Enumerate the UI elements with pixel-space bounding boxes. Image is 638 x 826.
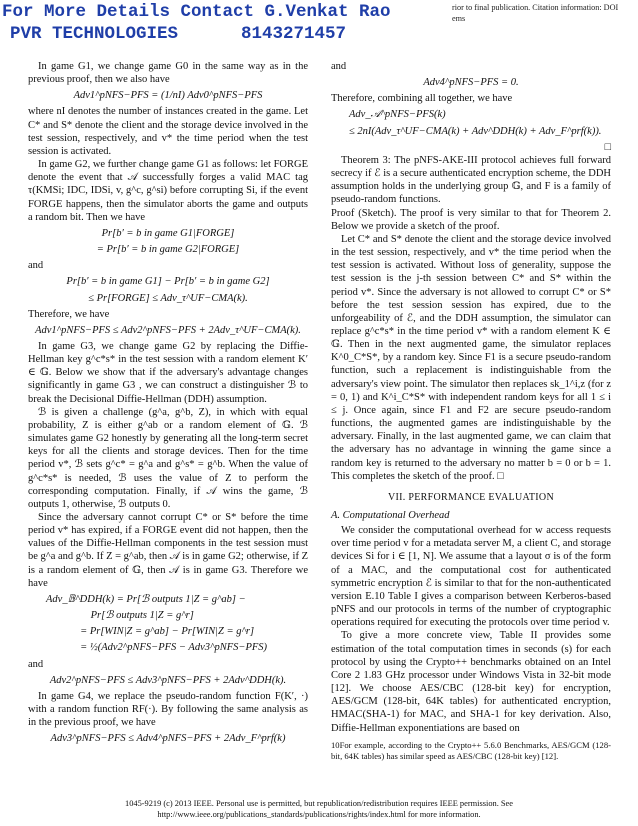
- paragraph: and: [331, 61, 347, 72]
- paragraph: Theorem 3: The pNFS-AKE-III protocol achieves full forward secrecy if ℰ is a secure authenticated encryption scheme, the DDH assumption holds in the underlying group 𝔾, and F is a family of pseudo-random functions.: [331, 154, 611, 206]
- equation: Adv1^pNFS−PFS ≤ Adv2^pNFS−PFS + 2Adv_τ^UF−CMA(k).: [35, 324, 301, 336]
- banner-line-1: For More Details Contact G.Venkat Rao: [2, 2, 391, 22]
- copyright-footer: [0, 798, 638, 820]
- subsection-heading: A. Computational Overhead: [331, 510, 450, 521]
- equation: Adv3^pNFS−PFS ≤ Adv4^pNFS−PFS + 2Adv_F^prf(k): [50, 733, 286, 745]
- equation: Pr[b′ = b in game G1|FORGE]: [101, 227, 235, 239]
- equation: Adv1^pNFS−PFS = (1/nI) Adv0^pNFS−PFS: [73, 90, 263, 102]
- equation: = Pr[b′ = b in game G2|FORGE]: [96, 244, 240, 256]
- left-column: [28, 60, 308, 749]
- paragraph: Therefore, combining all together, we have: [331, 93, 513, 105]
- equation: ≤ 2nI(Adv_τ^UF−CMA(k) + Adv^DDH(k) + Adv_F^prf(k)).: [349, 125, 602, 137]
- header-note-line-2: ems: [452, 14, 466, 23]
- equation: Adv4^pNFS−PFS = 0.: [423, 77, 519, 89]
- paragraph: Therefore, we have: [28, 308, 110, 320]
- paragraph: Since the adversary cannot corrupt C* or S* before the time period v* has expired, if a FORGE event did not happen, then the values of the Diffie-Hellman components in the test session must be g^a and g^b. If Z = g^ab, then 𝒜 is in game G2; otherwise, if Z is a random element of 𝔾, then 𝒜 is in game G3. Therefore we have: [28, 512, 308, 589]
- paragraph: In game G1, we change game G0 in the same way as in the previous proof, then we also have: [28, 61, 308, 86]
- banner-line-2: PVR TECHNOLOGIES 8143271457: [10, 24, 347, 44]
- paragraph: Let C* and S* denote the client and the storage device involved in the test session, respectively, and v* the time period when the test session is activated. Without loss of generality, suppose the test session is the j-th session between C* and S* within the period v*. Since the adversary is not allowed to corrupt C* or S* before the test session session has expired, due to the unforgeability of ℰ, and the DDH assumption, the simulator can replace g^c*s* in the time period v* with a random element K ∈ 𝔾. Then in the next augmented game, the simulator replaces K^0_C*S*, by a random key. Since F1 is a secure pseudo-random function, such a replacement is indistinguishable from the adversary's view point. The simulator then replaces sk_1^i,z (for z = 0, 1) and K^i_C*S* with independent random keys for all 1 ≤ i ≤ j. Once again, since F1 and F2 are secure pseudo-random functions, the augmented games are indistinguishable by the adversary. Finally, in the last augmented game, we can claim that the adversary has no advantage in winning the game since a random key is returned to the adversary no matter b = 0 or b = 1. This completes the sketch of the proof. □: [331, 233, 611, 482]
- paragraph: In game G2, we further change game G1 as follows: let FORGE denote the event that 𝒜 successfully forges a valid MAC tag τ(KMSi; IDC, IDSi, v, g^c, g^si) before corrupting Si, if the event FORGE happens, then the simulator aborts the game and outputs a random bit. Then we have: [28, 159, 309, 223]
- paragraph: We consider the computational overhead for w access requests over time period v for a metadata server M, a client C, and storage devices Si for i ∈ [1, N]. We assume that a layout σ is of the form of a MAC, and the computational cost for authenticated symmetric encryption ℰ is similar to that for the non-authenticated version E.10 Table I gives a comparison between Kerberos-based pNFS and our protocols in terms of the number of cryptographic operations required for executing the protocols over time period v.: [331, 525, 611, 629]
- equation: = Pr[WIN|Z = g^ab] − Pr[WIN|Z = g^r]: [46, 626, 255, 638]
- paragraph: In game G3, we change game G2 by replacing the Diffie-Hellman key g^c*s* in the test session with a random element K′ ∈ 𝔾. Below we show that if the adversary's advantage changes significantly in game G3 , we can construct a distinguisher ℬ to break the Decisional Diffie-Hellman (DDH) assumption.: [28, 340, 308, 405]
- footnote: 10For example, according to the Crypto++ 5.6.0 Benchmarks, AES/GCM (128-bit, 64K tables) has similar speed as AES/CBC (128-bit key) [12].: [331, 739, 611, 761]
- qed-symbol: □: [604, 141, 611, 153]
- copyright-line-2: http://www.ieee.org/publications_standards/publications/rights/index.html for more information.: [157, 810, 481, 819]
- equation: Pr[b′ = b in game G1] − Pr[b′ = b in game G2]: [66, 276, 270, 288]
- paragraph: and: [28, 260, 44, 272]
- paragraph: ℬ is given a challenge (g^a, g^b, Z), in which with equal probability, Z is either g^ab or a random element of 𝔾. ℬ simulates game G2 honestly by generating all the long-term secret keys for all the clients and storage devices. Then for the time period v*, ℬ sets g^c* = g^a and g^s* = g^b. When the value of g^c*s* is needed, ℬ uses the value of Z to perform the corresponding computation. Finally, if 𝒜 wins the game, ℬ outputs 1, otherwise, ℬ outputs 0.: [28, 406, 308, 510]
- section-heading: VII. PERFORMANCE EVALUATION: [388, 491, 554, 503]
- equation: Adv2^pNFS−PFS ≤ Adv3^pNFS−PFS + 2Adv^DDH(k).: [49, 674, 287, 686]
- paragraph: Proof (Sketch). The proof is very similar to that for Theorem 2. Below we provide a sketch of the proof.: [331, 207, 611, 232]
- paragraph: In game G4, we replace the pseudo-random function F(K′, ·) with a random function RF(·). By following the same analysis as in the previous proof, we have: [28, 690, 308, 729]
- copyright-line-1: 1045-9219 (c) 2013 IEEE. Personal use is permitted, but republication/redistribution requires IEEE permission. See: [125, 799, 513, 808]
- equation: Adv_𝒜^pNFS−PFS(k): [349, 109, 446, 121]
- equation: Adv_𝔹^DDH(k) = Pr[ℬ outputs 1|Z = g^ab] −: [46, 593, 246, 605]
- paragraph: To give a more concrete view, Table II provides some estimation of the total computation times in seconds (s) for each protocol by using the Crypto++ benchmarks obtained on an Intel Core 2 1.83 GHz processor under Windows Vista in 32-bit mode [12]. We choose AES/CBC (128-bit key) for encryption, AES/GCM (128-bit, 64K tables) for authenticated encryption, HMAC(SHA-1) for MAC, and SHA-1 for key derivation. Also, Diffie-Hellman exponentiations are based on: [331, 630, 611, 734]
- paragraph: and: [28, 658, 44, 670]
- equation: Pr[ℬ outputs 1|Z = g^r]: [46, 610, 194, 622]
- equation: = ½(Adv2^pNFS−PFS − Adv3^pNFS−PFS): [46, 642, 268, 654]
- header-note-line-1: rior to final publication. Citation information: DOI: [452, 3, 619, 12]
- paragraph: where nI denotes the number of instances created in the game. Let C* and S* denote the client and the storage device involved in the test session, respectively, and v* the time period when the test session is activated.: [28, 106, 308, 157]
- right-column: [331, 60, 611, 762]
- equation: ≤ Pr[FORGE] ≤ Adv_τ^UF−CMA(k).: [88, 292, 248, 304]
